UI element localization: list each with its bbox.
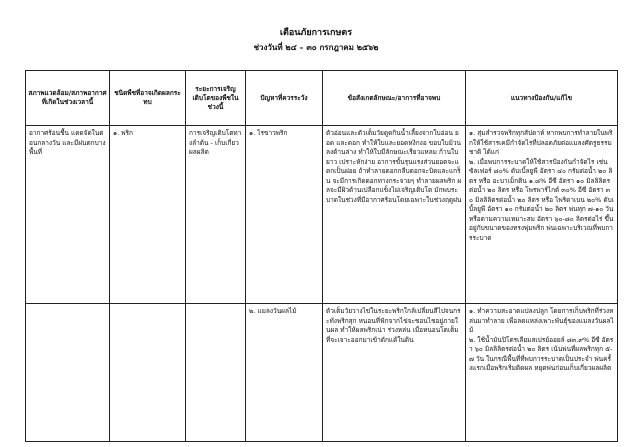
header-problem: ปัญหาที่ควรระวัง bbox=[246, 71, 323, 126]
header-stage: ระยะการเจริญเติบโตของพืชในช่วงนี้ bbox=[186, 71, 246, 126]
document-title: เตือนภัยการเกษตร bbox=[279, 28, 353, 38]
stage-cell bbox=[186, 126, 246, 304]
guidance-text: ๑. ทำความสะอาดแปลงปลูก โดยการเก็บพริกที่ร่วงหล่นมาทำลาย เพื่อลดแหล่งเพาะพันธุ์ของแมลงวันผลไม้ ๒. ใช้น้ำมันปิโตรเลียมสเปรย์ออยล์ ๘๓.๙% อีซี อัตรา ๖๐ มิลลิลิตรต่อน้ำ ๒๐ ลิตร เน้นพ่นที่ผลพริกทุก ๕-๗ วัน ในกรณีพื้นที่ที่พบการระบาดเป็นประจำ พ่นครั้งแรกเมื่อพริกเริ่มติดผล หยุดพ่นก่อนเก็บเกี่ยวผลผลิต bbox=[469, 307, 614, 373]
symptom-cell bbox=[323, 126, 466, 304]
problem-text: ๒. แมลงวันผลไม้ bbox=[249, 307, 297, 316]
table-row bbox=[26, 304, 618, 442]
date-range: ช่วงวันที่ ๒๔ – ๓๐ กรกฎาคม ๒๕๖๒ bbox=[253, 43, 379, 52]
problem-cell bbox=[246, 304, 323, 442]
header-guidance: แนวทางป้องกัน/แก้ไข bbox=[466, 71, 618, 126]
crop-text: ๑. พริก bbox=[113, 129, 133, 137]
header-row bbox=[26, 71, 618, 126]
stage-text: การเจริญเติบโตทางลำต้น - เก็บเกี่ยวผลผลิต bbox=[189, 129, 242, 156]
guidance-cell bbox=[466, 126, 618, 304]
table-row bbox=[26, 126, 618, 304]
problem-cell bbox=[246, 126, 323, 304]
symptom-text: ตัวอ่อนและตัวเต็มวัยดูดกินน้ำเลี้ยงจากใบอ่อน ยอด และดอก ทำให้ใบและยอดหงิกงอ ขอบใบม้วนลงด้านล่าง ทำให้ใบมีลักษณะเรียวแหลม ก้านใบยาว เปราะหักง่าย อาการขั้นรุนแรงส่วนยอดจะแตกเป็นฝอย ถ้าทำลายดอกกลีบดอกจะบิดและแกร็น จะมีการเกิดดอกทางกระจายๆ ทำลายผลพริก ผลจะมีผิวด้านเปลือกแข็งไม่เจริญเติบโต มักพบระบาดในช่วงที่มีอากาศร้อนโดยเฉพาะในช่วงฤดูฝน bbox=[326, 129, 462, 204]
symptom-cell bbox=[323, 304, 466, 442]
alert-table bbox=[25, 70, 618, 442]
condition-cell bbox=[26, 126, 110, 304]
symptom-text: ตัวเต็มวัยวางไข่ในระยะพริกใกล้เปลี่ยนสีไปจนกระทั่งพริกสุก หนอนที่ฟักจากไข่จะชอนไชอยู่ภายในผล ทำให้ผลพริกเน่า ร่วงหล่น เมื่อหนอนโตเต็มที่จะเจาะออกมาเข้าดักแด้ในดิน bbox=[326, 307, 461, 344]
guidance-text: ๑. สุ่มสำรวจพริกทุกสัปดาห์ หากพบการทำลายในพริกให้ใช้สารเคมีกำจัดไรที่ปลอดภัยต่อแมลงศัตรูธรรมชาติ ได้แก่ ๒. เมื่อพบการระบาดให้ใช้สารป้องกันกำจัดไร เช่น ซัลเฟอร์ ๘๐% ดับเบิ้ลยูพี อัตรา ๔๐ กรัมต่อน้ำ ๒๐ ลิตร หรือ อะบาเม็กติน ๑.๘% อีซี อัตรา ๑๐ มิลลิลิตรต่อน้ำ ๒๐ ลิตร หรือ โพรพาร์ไกต์ ๓๐% อีซี อัตรา ๓๐ มิลลิลิตรต่อน้ำ ๒๐ ลิตร หรือ ไพริดาเบน ๒๐% ดับเบิ้ลยูพี อัตรา ๑๐ กรัมต่อน้ำ ๒๐ ลิตร พ่นทุก ๗-๑๐ วัน หรือตามความเหมาะสม อัตรา ๖๐-๘๐ ลิตรต่อไร่ ขึ้นอยู่กับขนาดของทรงพุ่มพริก พ่นเฉพาะบริเวณที่พบการระบาด bbox=[469, 129, 614, 242]
header-crop: ชนิดพืชที่อาจเกิดผลกระทบ bbox=[110, 71, 186, 126]
header-symptom: ข้อสังเกตลักษณะ/อาการที่อาจพบ bbox=[323, 71, 466, 126]
condition-text: อากาศร้อนชื้น แดดจัดในตอนกลางวัน และมีฝนตกบางพื้นที่ bbox=[29, 129, 106, 156]
crop-cell bbox=[110, 304, 186, 442]
condition-cell bbox=[26, 304, 110, 442]
guidance-cell bbox=[466, 304, 618, 442]
crop-cell bbox=[110, 126, 186, 304]
problem-text: ๑. ไรขาวพริก bbox=[249, 129, 288, 137]
stage-cell bbox=[186, 304, 246, 442]
header-condition: สภาพแวดล้อม/สภาพอากาศที่เกิดในช่วงเวลานี้ bbox=[26, 71, 110, 126]
